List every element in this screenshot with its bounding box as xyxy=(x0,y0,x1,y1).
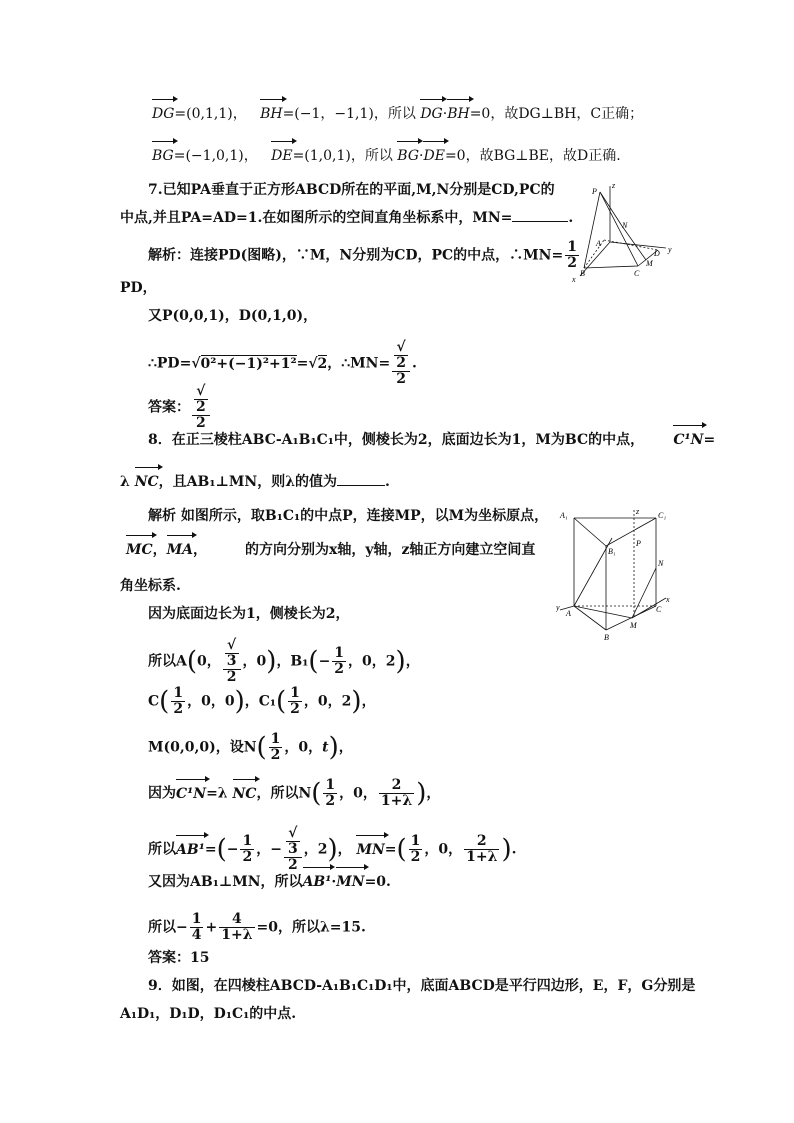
svg-text:A₁: A₁ xyxy=(560,511,568,520)
q7-solution-line4: ∴PD=√0²+(−1)²+1²=√2，∴MN= √ 2 2 . xyxy=(148,339,417,387)
svg-text:x: x xyxy=(572,275,576,284)
svg-text:M: M xyxy=(646,259,653,268)
q8-answer: 答案：15 xyxy=(148,950,210,966)
svg-text:N: N xyxy=(658,559,664,568)
svg-text:z: z xyxy=(612,181,616,190)
svg-text:B: B xyxy=(580,269,585,278)
q8-solution-line2: MC，MA， 的方向分别为x轴，y轴，z轴正方向建立空间直 xyxy=(126,542,536,558)
q7-answer: 答案： √ 2 2 xyxy=(148,384,212,431)
svg-text:x: x xyxy=(666,595,670,604)
q8-line2: λ NC，且AB₁⊥MN，则λ的值为 . xyxy=(120,474,390,490)
svg-text:y: y xyxy=(668,245,672,254)
q8-perp: 又因为AB₁⊥MN，所以AB¹·MN=0. xyxy=(148,874,391,890)
svg-text:B: B xyxy=(604,633,609,642)
q7-solution-line2: PD， xyxy=(120,280,157,296)
q8-solution-line1: 解析 如图所示，取B₁C₁的中点P，连接MP，以M为坐标原点， xyxy=(148,508,549,524)
pyramid-figure xyxy=(566,178,678,284)
fig1-label-p: P xyxy=(592,187,597,196)
svg-text:D: D xyxy=(654,249,660,258)
q7-solution-line1: 解析：连接PD(图略)，∵M，N分别为CD，PC的中点，∴MN= $\frac{1}{2}$ xyxy=(148,239,577,271)
svg-text:M: M xyxy=(630,621,637,630)
q8-point-m-n: M(0,0,0)，设N( $\frac{1}{2}$ ，0，t)， xyxy=(148,731,353,763)
line-dg-bh: DG=(0,1,1)， BH=(−1，−1,1)，所以 DG·BH=0，故DG⊥BH，C正确； xyxy=(152,106,644,122)
svg-text:C: C xyxy=(656,605,662,614)
q8-point-c-c1: C( $\frac{1}{2}$ ，0，0)，C₁( $\frac{1}{2}$ ，0，2)， xyxy=(148,685,376,717)
q7-solution-line3: 又P(0,0,1)，D(0,1,0)， xyxy=(148,308,318,324)
q7-line1: 7.已知PA垂直于正方形ABCD所在的平面,M,N分别是CD,PC的 xyxy=(148,182,555,198)
line-bg-de: BG=(−1,0,1)， DE=(1,0,1)，所以 BG·DE=0，故BG⊥BE，故D正确. xyxy=(152,148,621,164)
svg-text:N: N xyxy=(622,221,628,230)
q9-line2: A₁D₁，D₁D，D₁C₁的中点. xyxy=(120,1006,297,1022)
prism-figure xyxy=(556,506,676,642)
q9-line1: 9．如图，在四棱柱ABCD-A₁B₁C₁D₁中，底面ABCD是平行四边形，E，F，G分别是 xyxy=(148,978,696,994)
vector-de: DE xyxy=(271,148,293,164)
svg-text:P: P xyxy=(636,539,641,548)
vector-bg: BG xyxy=(152,148,174,164)
q8-solve-n: 因为C¹N=λ NC，所以N( $\frac{1}{2}$ ，0， $\frac{2}{1+\lambda}$ )， xyxy=(148,777,441,809)
vector-bh: BH xyxy=(260,106,283,122)
svg-text:C₁: C₁ xyxy=(658,511,667,520)
svg-text:C: C xyxy=(634,269,640,278)
q8-vectors: 所以AB¹=(− $\frac{1}{2}$ ，− √ 3 2 ，2)， MN=( $\frac{1}{2}$ ，0， $\frac{2}{1+\lambda}$ ). xyxy=(148,825,517,873)
q8-solution-line3: 角坐标系. xyxy=(120,578,181,594)
svg-text:A: A xyxy=(566,609,571,618)
q8-solution-line4: 因为底面边长为1，侧棱长为2， xyxy=(148,606,350,622)
svg-text:y: y xyxy=(556,603,560,612)
q8-calc: 所以− $\frac{1}{4}$ + $\frac{4}{1+\lambda}$ =0，所以λ=15. xyxy=(148,911,366,943)
vector-dg: DG xyxy=(152,106,175,122)
svg-text:z: z xyxy=(636,507,640,516)
q8-line1: 8．在正三棱柱ABC-A₁B₁C₁中，侧棱长为2，底面边长为1，M为BC的中点， C¹N= xyxy=(148,432,716,448)
svg-text:B₁: B₁ xyxy=(608,547,616,556)
q8-point-a-b1: 所以A(0， √ 3 2 ，0)，B₁(− $\frac{1}{2}$ ，0，2)， xyxy=(148,637,420,685)
q7-line2: 中点,并且PA=AD=1.在如图所示的空间直角坐标系中，MN= . xyxy=(120,210,574,226)
svg-text:A: A xyxy=(596,239,601,248)
